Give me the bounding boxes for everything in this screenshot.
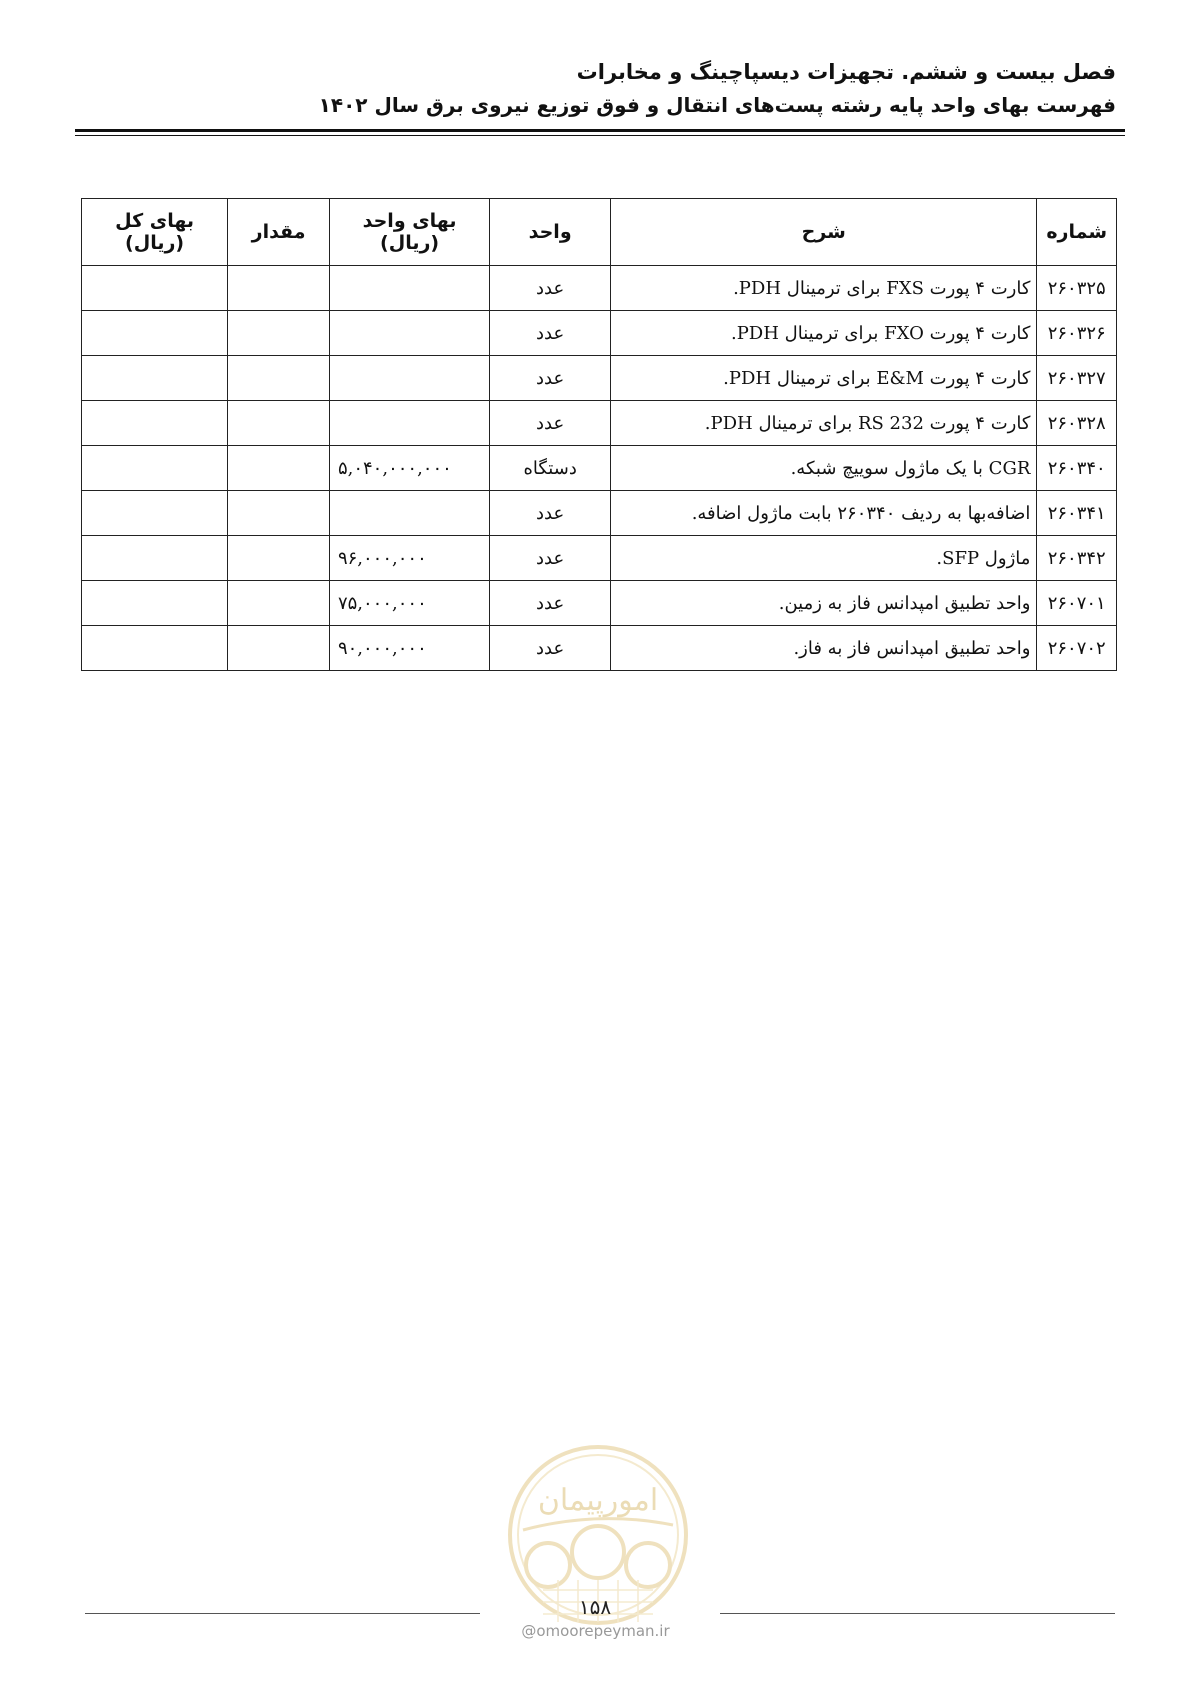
header-quantity: مقدار: [228, 199, 330, 266]
watermark-text: امورپیمان: [537, 1483, 659, 1518]
cell-unit-price: [329, 356, 489, 401]
cell-number: ۲۶۰۳۴۲: [1037, 536, 1117, 581]
cell-description: کارت ۴ پورت FXO برای ترمینال PDH.: [611, 311, 1037, 356]
cell-total: [82, 581, 228, 626]
cell-quantity: [228, 266, 330, 311]
cell-unit-price: [329, 266, 489, 311]
header-total: بهای کل (ریال): [82, 199, 228, 266]
cell-quantity: [228, 401, 330, 446]
header-unit-price: بهای واحد (ریال): [329, 199, 489, 266]
cell-total: [82, 266, 228, 311]
cell-unit: عدد: [490, 311, 611, 356]
cell-quantity: [228, 626, 330, 671]
cell-description: واحد تطبیق امپدانس فاز به زمین.: [611, 581, 1037, 626]
cell-total: [82, 491, 228, 536]
page-number: ۱۵۸: [578, 1595, 612, 1619]
cell-unit: عدد: [490, 626, 611, 671]
cell-unit: عدد: [490, 266, 611, 311]
header-number: شماره: [1037, 199, 1117, 266]
cell-total: [82, 626, 228, 671]
cell-number: ۲۶۰۷۰۲: [1037, 626, 1117, 671]
cell-unit-price: ۹۶,۰۰۰,۰۰۰: [329, 536, 489, 581]
price-table: [81, 198, 1117, 671]
cell-description: ماژول SFP.: [611, 536, 1037, 581]
cell-quantity: [228, 491, 330, 536]
table-row: [82, 536, 1117, 581]
cell-unit: عدد: [490, 401, 611, 446]
cell-unit-price: [329, 311, 489, 356]
cell-description: کارت ۴ پورت FXS برای ترمینال PDH.: [611, 266, 1037, 311]
header-rule-thick: [75, 129, 1125, 132]
table-header-row: [82, 199, 1117, 266]
cell-quantity: [228, 446, 330, 491]
table-row: [82, 311, 1117, 356]
table-row: [82, 491, 1117, 536]
cell-number: ۲۶۰۳۴۰: [1037, 446, 1117, 491]
cell-unit: عدد: [490, 356, 611, 401]
header-unit: واحد: [490, 199, 611, 266]
cell-unit-price: [329, 491, 489, 536]
cell-quantity: [228, 311, 330, 356]
table-row: [82, 401, 1117, 446]
cell-total: [82, 401, 228, 446]
cell-total: [82, 356, 228, 401]
table-row: [82, 356, 1117, 401]
cell-unit: عدد: [490, 491, 611, 536]
header-description: شرح: [611, 199, 1037, 266]
cell-quantity: [228, 581, 330, 626]
cell-unit: عدد: [490, 536, 611, 581]
cell-number: ۲۶۰۳۲۶: [1037, 311, 1117, 356]
cell-unit-price: ۷۵,۰۰۰,۰۰۰: [329, 581, 489, 626]
table-row: [82, 626, 1117, 671]
website-watermark: @omoorepeyman.ir: [521, 1622, 670, 1640]
cell-total: [82, 446, 228, 491]
chapter-title: فصل بیست و ششم. تجهیزات دیسپاچینگ و مخابرات: [576, 60, 1116, 84]
cell-number: ۲۶۰۳۴۱: [1037, 491, 1117, 536]
cell-description: کارت ۴ پورت RS 232 برای ترمینال PDH.: [611, 401, 1037, 446]
cell-unit: دستگاه: [490, 446, 611, 491]
footer-rule-left: [85, 1613, 480, 1614]
cell-description: CGR با یک ماژول سوییچ شبکه.: [611, 446, 1037, 491]
cell-number: ۲۶۰۳۲۸: [1037, 401, 1117, 446]
table-row: [82, 266, 1117, 311]
cell-total: [82, 311, 228, 356]
cell-unit: عدد: [490, 581, 611, 626]
cell-number: ۲۶۰۷۰۱: [1037, 581, 1117, 626]
cell-description: کارت ۴ پورت E&M برای ترمینال PDH.: [611, 356, 1037, 401]
cell-unit-price: [329, 401, 489, 446]
cell-description: واحد تطبیق امپدانس فاز به فاز.: [611, 626, 1037, 671]
document-title: فهرست بهای واحد پایه رشته پست‌های انتقال و فوق توزیع نیروی برق سال ۱۴۰۲: [318, 93, 1116, 117]
table-row: [82, 581, 1117, 626]
cell-total: [82, 536, 228, 581]
cell-unit-price: ۵,۰۴۰,۰۰۰,۰۰۰: [329, 446, 489, 491]
cell-description: اضافه‌بها به ردیف ۲۶۰۳۴۰ بابت ماژول اضافه.: [611, 491, 1037, 536]
footer-rule-right: [720, 1613, 1115, 1614]
cell-unit-price: ۹۰,۰۰۰,۰۰۰: [329, 626, 489, 671]
page-header: [66, 55, 1116, 121]
cell-number: ۲۶۰۳۲۵: [1037, 266, 1117, 311]
cell-number: ۲۶۰۳۲۷: [1037, 356, 1117, 401]
cell-quantity: [228, 536, 330, 581]
table-row: [82, 446, 1117, 491]
header-rule-thin: [75, 135, 1125, 136]
cell-quantity: [228, 356, 330, 401]
